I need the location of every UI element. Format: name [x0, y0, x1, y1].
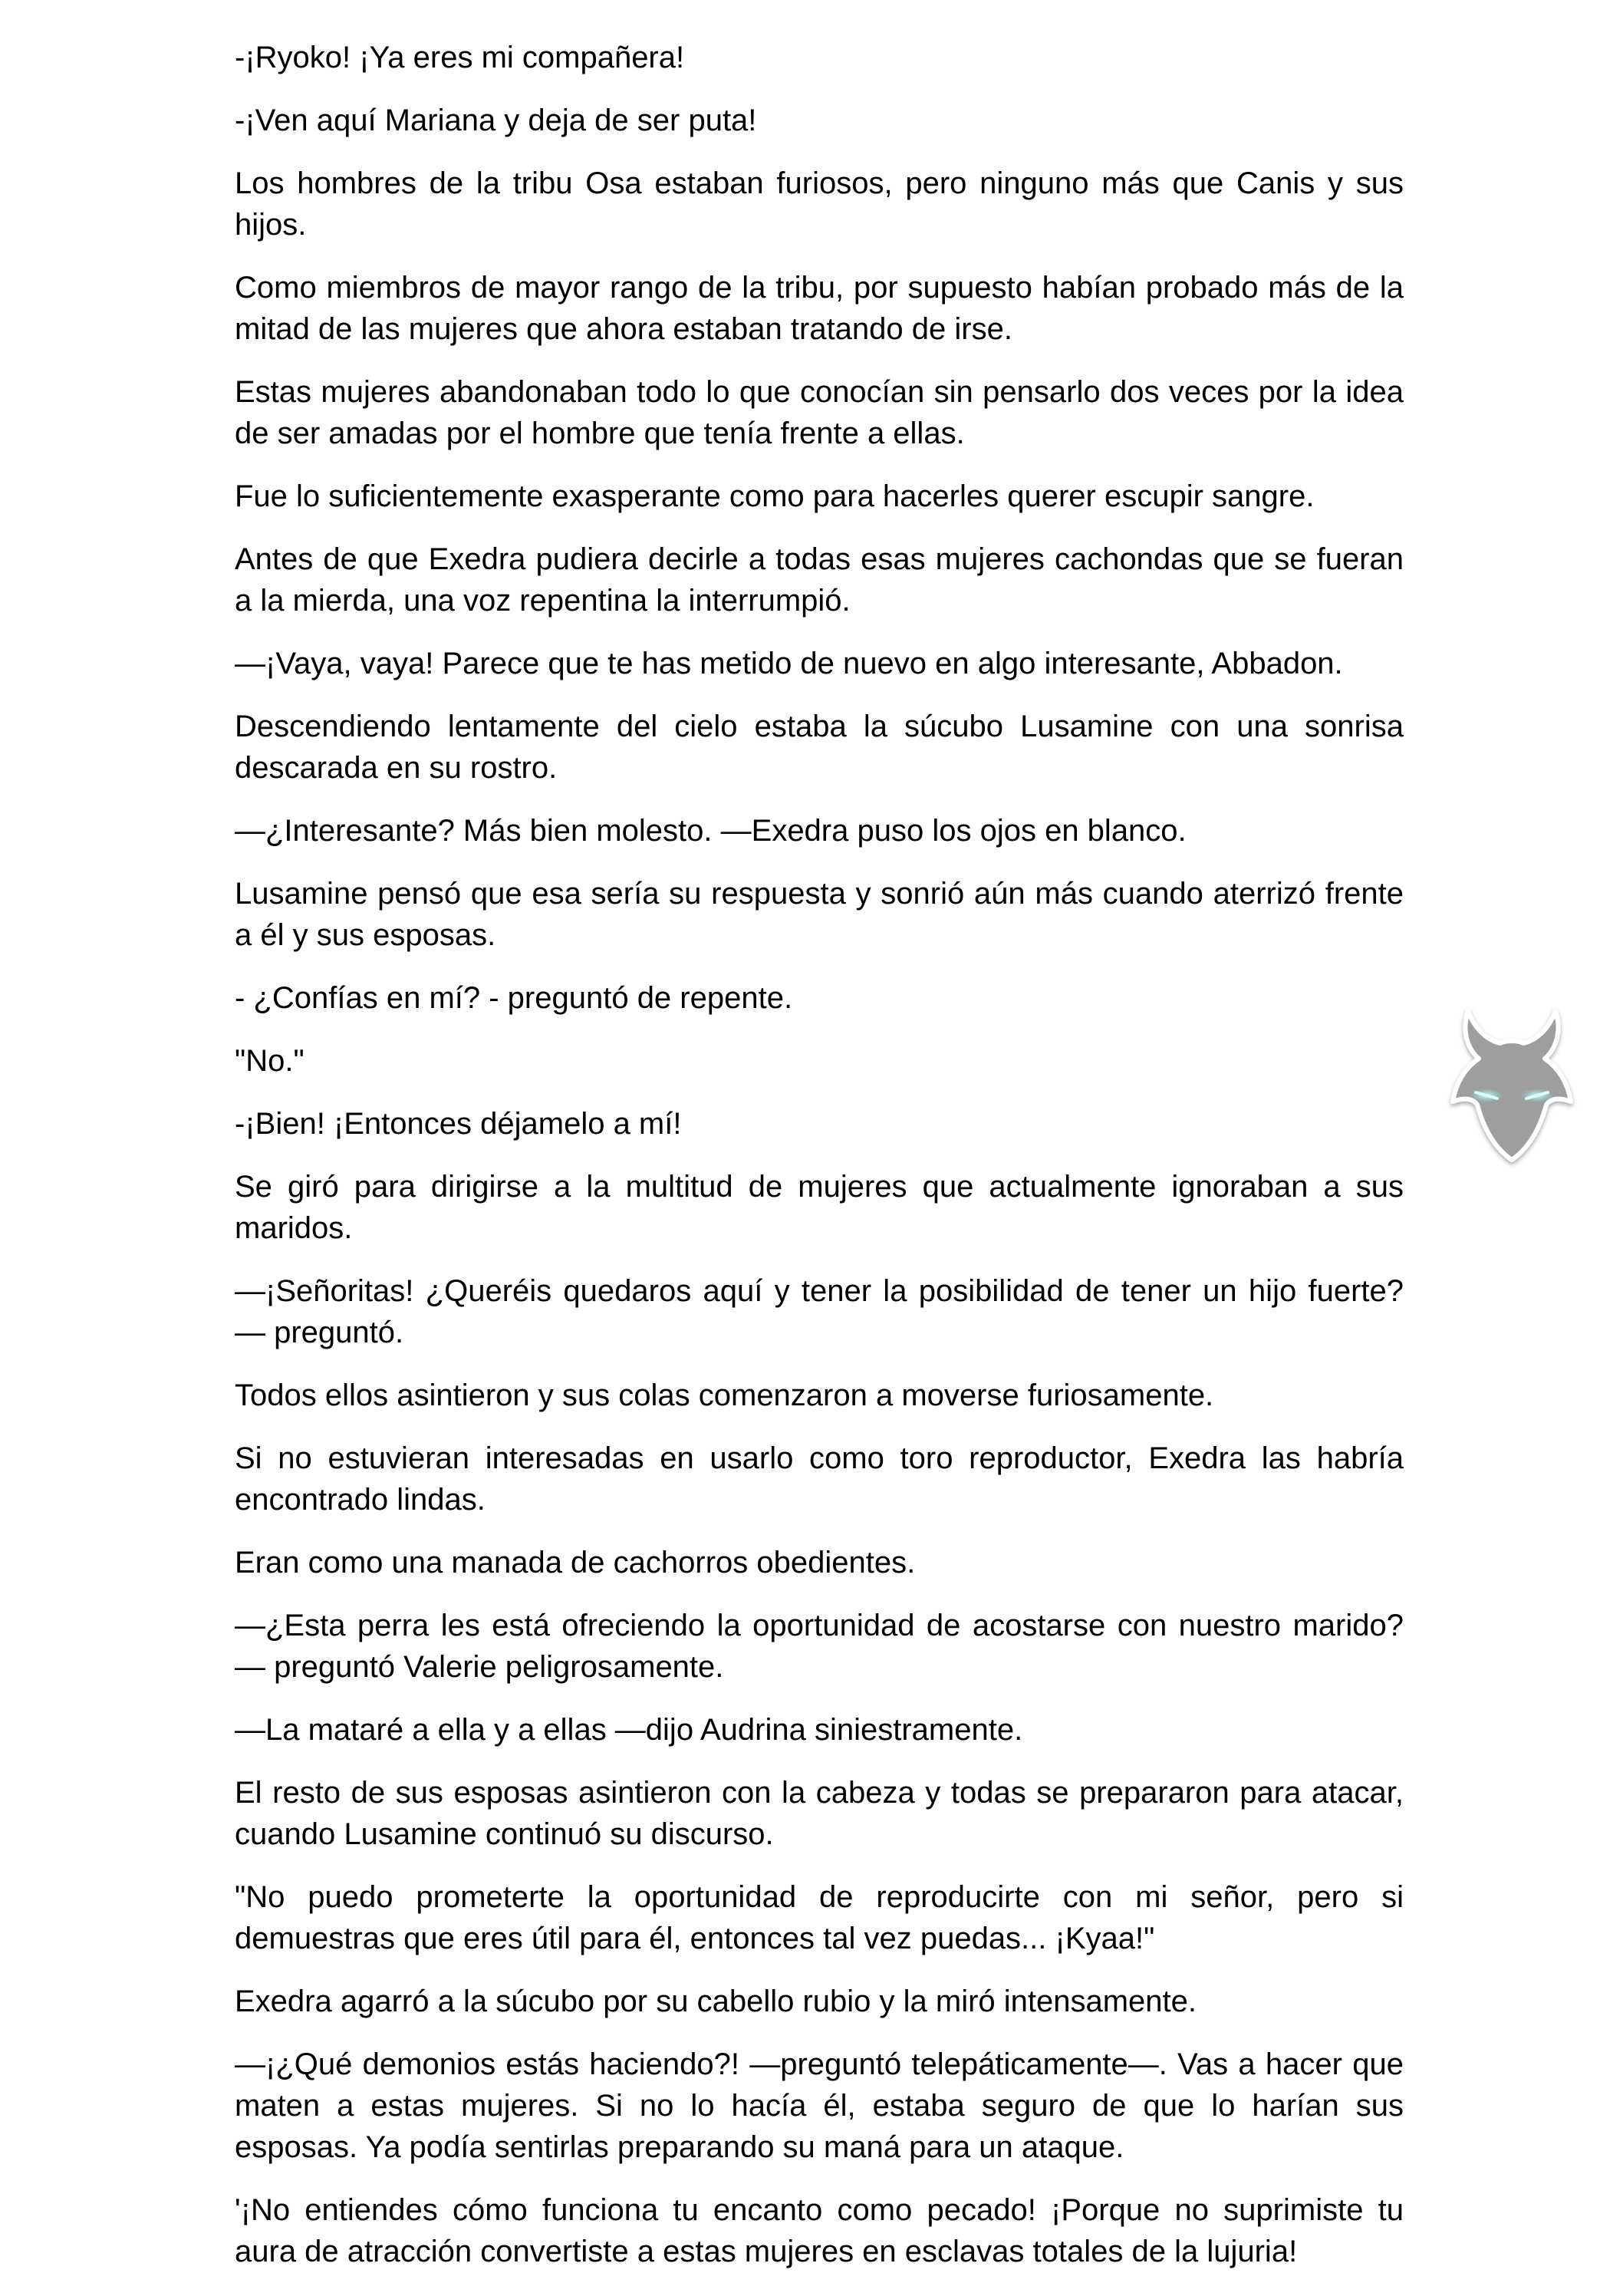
paragraph: Estas mujeres abandonaban todo lo que conocían sin pensarlo dos veces por la idea de ser amadas por el hombre que tenía frente a ellas.: [235, 375, 1404, 450]
paragraph: Si no estuvieran interesadas en usarlo como toro reproductor, Exedra las habría encontrado lindas.: [235, 1441, 1404, 1517]
paragraph: Descendiendo lentamente del cielo estaba la súcubo Lusamine con una sonrisa descarada en su rostro.: [235, 710, 1404, 785]
paragraph: '¡No entiendes cómo funciona tu encanto como pecado! ¡Porque no suprimiste tu aura de atracción convertiste a estas mujeres en esclavas totales de la lujuria!: [235, 2193, 1404, 2268]
paragraph: —La mataré a ella y a ellas —dijo Audrina siniestramente.: [235, 1713, 1023, 1747]
paragraph: —¿Interesante? Más bien molesto. —Exedra puso los ojos en blanco.: [235, 814, 1187, 848]
paragraph: —¡¿Qué demonios estás haciendo?! —preguntó telepáticamente—. Vas a hacer que maten a estas mujeres. Si no lo hacía él, estaba seguro de que lo harían sus esposas. Ya podía sentirlas preparando su maná para un ataque.: [235, 2047, 1404, 2164]
paragraph: El resto de sus esposas asintieron con la cabeza y todas se prepararon para atacar, cuando Lusamine continuó su discurso.: [235, 1776, 1404, 1851]
paragraph: —¡Señoritas! ¿Queréis quedaros aquí y tener la posibilidad de tener un hijo fuerte? — preguntó.: [235, 1274, 1404, 1349]
paragraph: Se giró para dirigirse a la multitud de mujeres que actualmente ignoraban a sus maridos.: [235, 1170, 1404, 1245]
paragraph: Exedra agarró a la súcubo por su cabello rubio y la miró intensamente.: [235, 1985, 1197, 2018]
paragraph: -¡Ryoko! ¡Ya eres mi compañera!: [235, 41, 685, 74]
paragraph: -¡Bien! ¡Entonces déjamelo a mí!: [235, 1107, 682, 1141]
paragraph: Eran como una manada de cachorros obedientes.: [235, 1546, 916, 1580]
paragraph: —¡Vaya, vaya! Parece que te has metido de nuevo en algo interesante, Abbadon.: [235, 647, 1343, 680]
demon-head-icon: [1439, 997, 1585, 1174]
paragraph: - ¿Confías en mí? - preguntó de repente.: [235, 981, 793, 1015]
paragraph: Fue lo suficientemente exasperante como para hacerles querer escupir sangre.: [235, 479, 1315, 513]
paragraph: Como miembros de mayor rango de la tribu, por supuesto habían probado más de la mitad de las mujeres que ahora estaban tratando de irse.: [235, 271, 1404, 346]
paragraph: "No puedo prometerte la oportunidad de reproducirte con mi señor, pero si demuestras que eres útil para él, entonces tal vez puedas... ¡Kyaa!": [235, 1880, 1404, 1955]
paragraph: "No.": [235, 1044, 305, 1078]
paragraph: -¡Ven aquí Mariana y deja de ser puta!: [235, 104, 757, 137]
paragraph: Todos ellos asintieron y sus colas comenzaron a moverse furiosamente.: [235, 1379, 1214, 1412]
paragraph: Lusamine pensó que esa sería su respuesta y sonrió aún más cuando aterrizó frente a él y sus esposas.: [235, 877, 1404, 952]
paragraph: —¿Esta perra les está ofreciendo la oportunidad de acostarse con nuestro marido? — preguntó Valerie peligrosamente.: [235, 1609, 1404, 1684]
paragraph: Antes de que Exedra pudiera decirle a todas esas mujeres cachondas que se fueran a la mierda, una voz repentina la interrumpió.: [235, 542, 1404, 618]
paragraph: Los hombres de la tribu Osa estaban furiosos, pero ninguno más que Canis y sus hijos.: [235, 166, 1404, 242]
document-body: [235, 37, 1404, 2294]
